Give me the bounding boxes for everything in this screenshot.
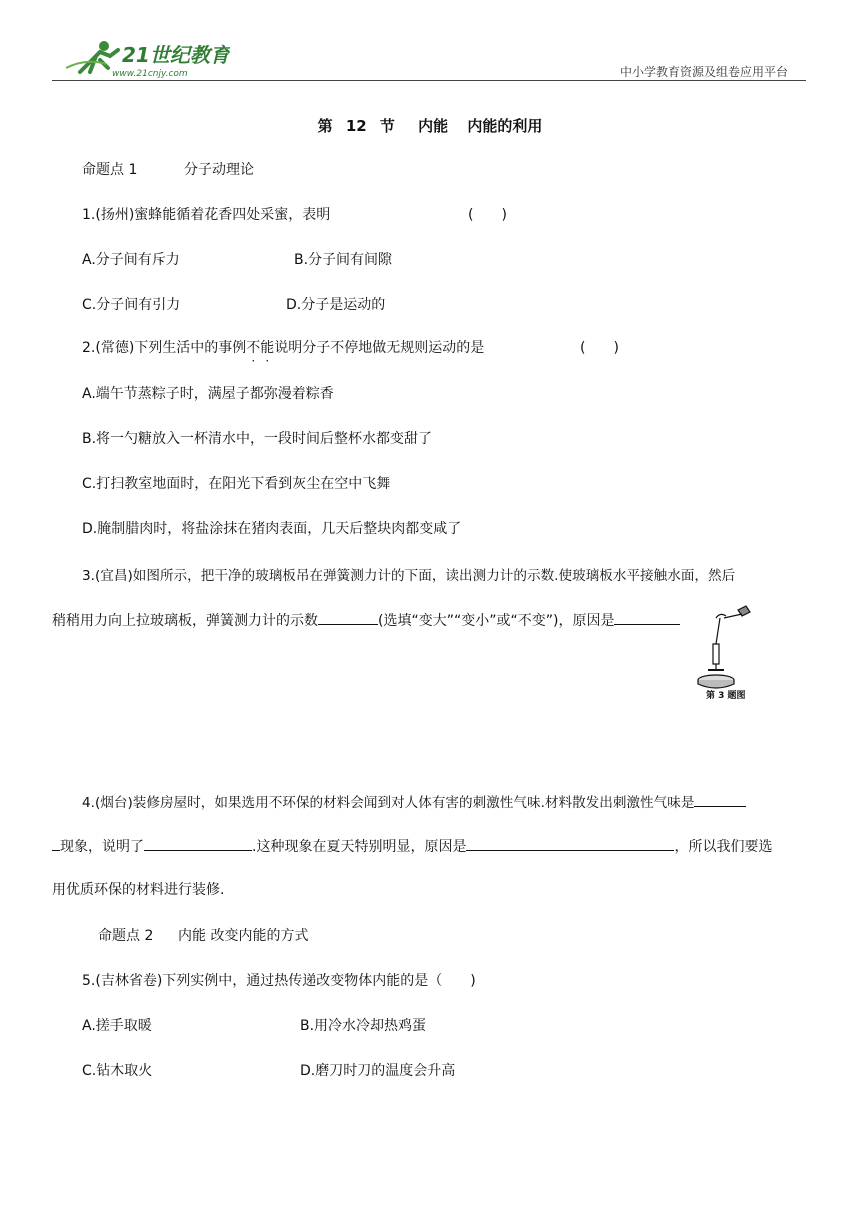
topic2-label: 命题点 2 xyxy=(98,928,154,944)
q5-option-d: D.磨刀时刀的温度会升高 xyxy=(300,1063,456,1079)
q4-line2-c: ，所以我们要选 xyxy=(674,839,773,855)
q4-line2-a: 现象，说明了 xyxy=(60,839,144,855)
q4-line2-b: .这种现象在夏天特别明显，原因是 xyxy=(252,839,467,855)
title-number: 12 xyxy=(345,117,367,135)
q2-option-b: B.将一勺糖放入一杯清水中，一段时间后整杯水都变甜了 xyxy=(82,431,433,447)
q5-option-a: A.搓手取暖 xyxy=(82,1018,152,1034)
title-part1: 内能 xyxy=(418,117,449,135)
q3-line2-a: 稍稍用力向上拉玻璃板，弹簧测力计的示数 xyxy=(52,613,318,629)
q3-line2 xyxy=(52,610,680,631)
q2-stem-a: 2.(常德)下列生活中的事例 xyxy=(82,340,247,356)
q4-blank-3[interactable] xyxy=(466,836,674,851)
title-jie: 节 xyxy=(379,117,395,135)
page-title xyxy=(0,115,860,136)
q1-option-c: C.分子间有引力 xyxy=(82,297,181,313)
svg-text:21世纪教育: 21世纪教育 xyxy=(122,43,230,67)
q5-stem: 5.(吉林省卷)下列实例中，通过热传递改变物体内能的是（ ) xyxy=(82,973,476,989)
site-logo xyxy=(60,38,230,82)
q3-line1: 3.(宜昌)如图所示，把干净的玻璃板吊在弹簧测力计的下面，读出测力计的示数.使玻璃板水平接触水面，然后 xyxy=(82,568,736,584)
topic1-label: 命题点 1 xyxy=(82,162,138,178)
q5-option-c: C.钻木取火 xyxy=(82,1063,153,1079)
q1-option-b: B.分子间有间隙 xyxy=(294,252,393,268)
q3-blank-1[interactable] xyxy=(318,610,378,625)
q2-option-a: A.端午节蒸粽子时，满屋子都弥漫着粽香 xyxy=(82,386,334,402)
q1-option-a: A.分子间有斥力 xyxy=(82,252,180,268)
q2-stem xyxy=(82,338,484,358)
q2-emphasis-neng: 能 xyxy=(260,340,275,356)
q2-answer-paren: ( ) xyxy=(580,340,619,356)
topic2-name: 内能 改变内能的方式 xyxy=(178,928,309,944)
q4-line1 xyxy=(82,792,746,813)
q3-line2-b: (选填“变大”“变小”或“不变”)，原因是 xyxy=(378,613,615,629)
q4-line2 xyxy=(52,836,772,857)
q1-answer-paren: ( ) xyxy=(468,207,507,223)
q5-option-b: B.用冷水冷却热鸡蛋 xyxy=(300,1018,427,1034)
title-section: 第 xyxy=(317,117,333,135)
q4-blank-1-cont[interactable] xyxy=(52,836,60,851)
platform-name: 中小学教育资源及组卷应用平台 xyxy=(620,65,789,79)
q4-blank-1[interactable] xyxy=(694,792,746,807)
q2-stem-b: 说明分子不停地做无规则运动的是 xyxy=(274,340,485,356)
svg-text:www.21cnjy.com: www.21cnjy.com xyxy=(112,69,188,79)
q4-blank-2[interactable] xyxy=(144,836,252,851)
topic1-name: 分子动理论 xyxy=(184,162,254,178)
q3-figure-caption: 第 3 题图 xyxy=(706,691,746,701)
q3-blank-2[interactable] xyxy=(614,610,680,625)
q1-stem: 1.(扬州)蜜蜂能循着花香四处采蜜，表明 xyxy=(82,207,331,223)
q3-figure xyxy=(686,604,766,702)
q2-option-d: D.腌制腊肉时，将盐涂抹在猪肉表面，几天后整块肉都变咸了 xyxy=(82,521,462,537)
q2-option-c: C.打扫教室地面时，在阳光下看到灰尘在空中飞舞 xyxy=(82,476,391,492)
runner-icon xyxy=(66,41,118,72)
header-divider xyxy=(52,80,806,81)
title-part2: 内能的利用 xyxy=(467,117,543,135)
spring-scale-figure xyxy=(698,606,750,688)
q1-option-d: D.分子是运动的 xyxy=(286,297,386,313)
q2-emphasis-bu: 不 xyxy=(246,340,261,356)
q4-line1-text: 4.(烟台)装修房屋时，如果选用不环保的材料会闻到对人体有害的刺激性气味.材料散发出刺激性气味是 xyxy=(82,795,695,811)
q4-line3: 用优质环保的材料进行装修. xyxy=(52,882,225,898)
